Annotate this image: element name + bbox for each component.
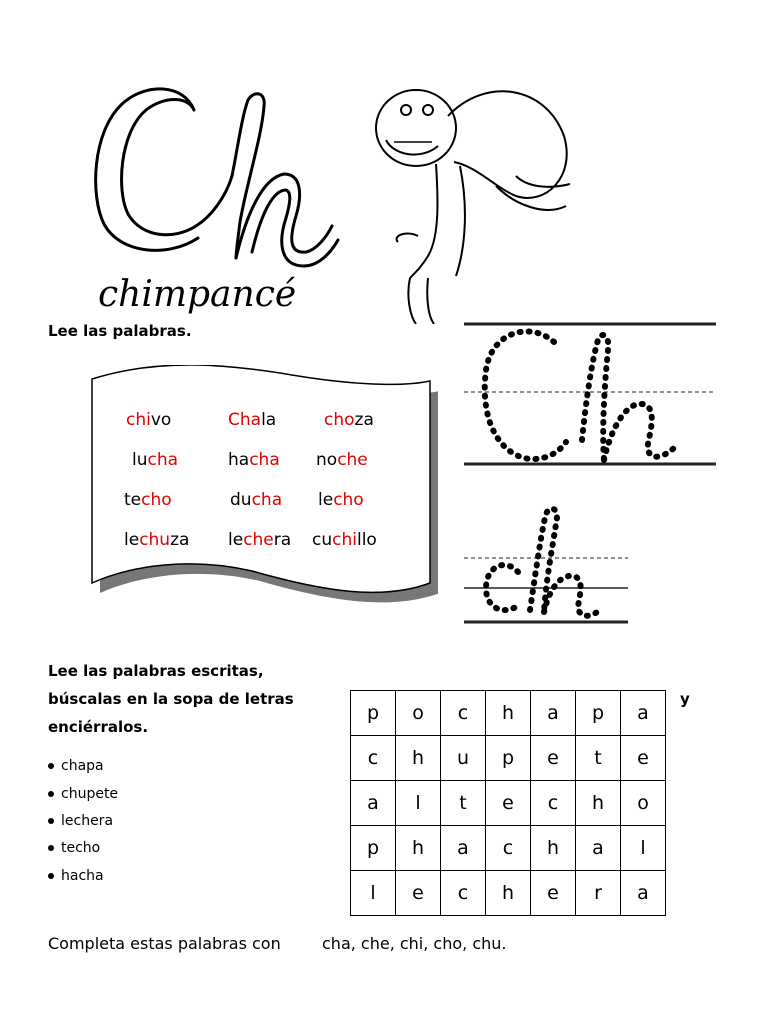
instruction-line3: enciérralos. (48, 718, 149, 736)
grid-cell[interactable]: c (441, 871, 486, 916)
list-item: chupete (48, 786, 118, 802)
word-item: chivo (126, 410, 172, 430)
grid-cell[interactable]: e (531, 736, 576, 781)
bullet-icon (48, 818, 54, 824)
grid-cell[interactable]: t (576, 736, 621, 781)
word-item: lechera (228, 530, 292, 550)
grid-cell[interactable]: a (576, 826, 621, 871)
grid-cell[interactable]: p (351, 826, 396, 871)
grid-cell[interactable]: e (396, 871, 441, 916)
grid-cell[interactable]: e (486, 781, 531, 826)
grid-cell[interactable]: c (486, 826, 531, 871)
syllables-list: cha, che, chi, cho, chu. (322, 934, 507, 953)
grid-cell[interactable]: p (486, 736, 531, 781)
word-card (86, 365, 438, 605)
grid-cell[interactable]: h (396, 736, 441, 781)
grid-cell[interactable]: e (531, 871, 576, 916)
grid-cell[interactable]: t (441, 781, 486, 826)
word-item: techo (124, 490, 172, 510)
grid-cell[interactable]: o (396, 691, 441, 736)
word-item: hacha (228, 450, 280, 470)
grid-cell[interactable]: r (576, 871, 621, 916)
caption-word: chimpancé (98, 274, 297, 315)
grid-cell[interactable]: a (531, 691, 576, 736)
instruction-line1: Lee las palabras escritas, (48, 662, 264, 680)
word-item: lecho (318, 490, 364, 510)
instruction-line2: búscalas en la sopa de letras (48, 690, 294, 708)
grid-cell[interactable]: a (621, 691, 666, 736)
grid-cell[interactable]: h (396, 826, 441, 871)
grid-cell[interactable]: e (621, 736, 666, 781)
grid-cell[interactable]: a (441, 826, 486, 871)
bullet-icon (48, 845, 54, 851)
grid-cell[interactable]: l (396, 781, 441, 826)
word-item: lechuza (124, 530, 190, 550)
bullet-icon (48, 791, 54, 797)
bullet-icon (48, 873, 54, 879)
word-item: cuchillo (312, 530, 377, 550)
grid-cell[interactable]: p (351, 691, 396, 736)
list-item: techo (48, 840, 100, 856)
instruction-read-words: Lee las palabras. (48, 322, 192, 340)
word-search-grid[interactable] (350, 690, 666, 916)
instruction-complete: Completa estas palabras con (48, 934, 281, 953)
header-illustration (76, 66, 596, 324)
grid-cell[interactable]: a (621, 871, 666, 916)
word-item: lucha (132, 450, 179, 470)
grid-cell[interactable]: o (621, 781, 666, 826)
grid-cell[interactable]: c (351, 736, 396, 781)
grid-cell[interactable]: p (576, 691, 621, 736)
grid-cell[interactable]: c (531, 781, 576, 826)
word-item: noche (316, 450, 368, 470)
bullet-icon (48, 763, 54, 769)
word-item: ducha (230, 490, 283, 510)
grid-cell[interactable]: h (486, 871, 531, 916)
grid-cell[interactable]: h (576, 781, 621, 826)
list-item: lechera (48, 813, 113, 829)
tracing-lowercase-ch (462, 500, 628, 628)
grid-cell[interactable]: h (531, 826, 576, 871)
grid-cell[interactable]: c (441, 691, 486, 736)
grid-cell[interactable]: u (441, 736, 486, 781)
instruction-trailing-y: y (680, 690, 690, 708)
word-item: choza (324, 410, 374, 430)
grid-cell[interactable]: h (486, 691, 531, 736)
grid-cell[interactable]: l (621, 826, 666, 871)
grid-cell[interactable]: l (351, 871, 396, 916)
list-item: chapa (48, 758, 104, 774)
list-item: hacha (48, 868, 104, 884)
word-item: Chala (228, 410, 277, 430)
tracing-uppercase-ch (462, 320, 716, 468)
grid-cell[interactable]: a (351, 781, 396, 826)
